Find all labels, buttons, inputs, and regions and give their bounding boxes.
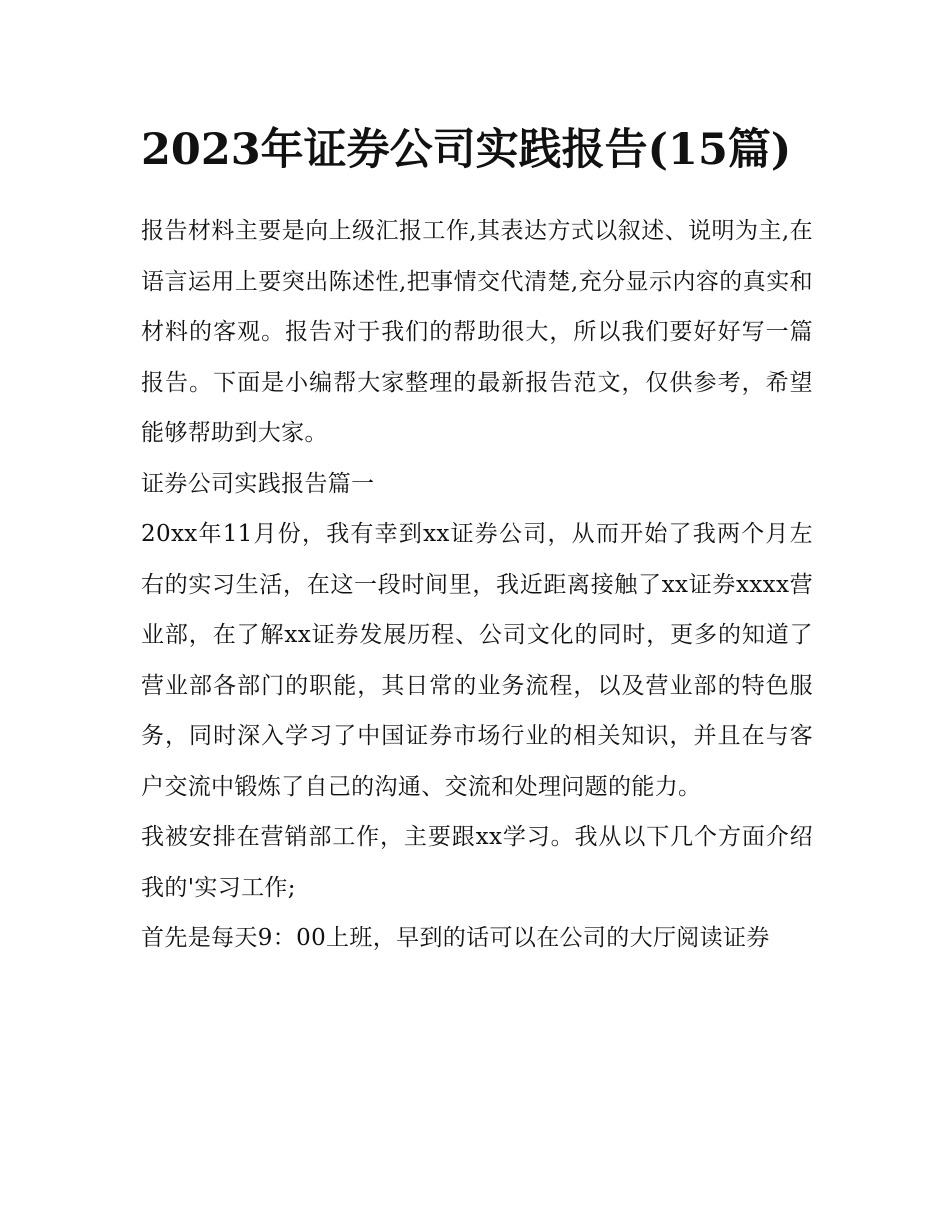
section-heading: 证券公司实践报告篇一 xyxy=(141,470,375,497)
body-paragraph: 首先是每天9：00上班，早到的话可以在公司的大厅阅读证券 xyxy=(141,925,770,951)
document-body xyxy=(141,116,813,964)
body-paragraph: 20xx年11月份，我有幸到xx证券公司，从而开始了我两个月左右的实习生活，在这一段时间里，我近距离接触了xx证券xxxx营业部，在了解xx证券发展历程、公司文化的同时，更多的知道了营业部各部门的职能，其日常的业务流程，以及营业部的特色服务，同时深入学习了中国证券市场行业的相关知识，并且在与客户交流中锻炼了自己的沟通、交流和处理问题的能力。 xyxy=(141,521,813,800)
intro-paragraph: 报告材料主要是向上级汇报工作,其表达方式以叙述、说明为主,在语言运用上要突出陈述性,把事情交代清楚,充分显示内容的真实和材料的客观。报告对于我们的帮助很大，所以我们要好好写一篇报告。下面是小编帮大家整理的最新报告范文，仅供参考，希望能够帮助到大家。 xyxy=(141,218,813,446)
document-title: 2023年证券公司实践报告(15篇) xyxy=(141,125,792,175)
body-paragraph: 我被安排在营销部工作，主要跟xx学习。我从以下几个方面介绍我的'实习工作; xyxy=(141,824,813,901)
